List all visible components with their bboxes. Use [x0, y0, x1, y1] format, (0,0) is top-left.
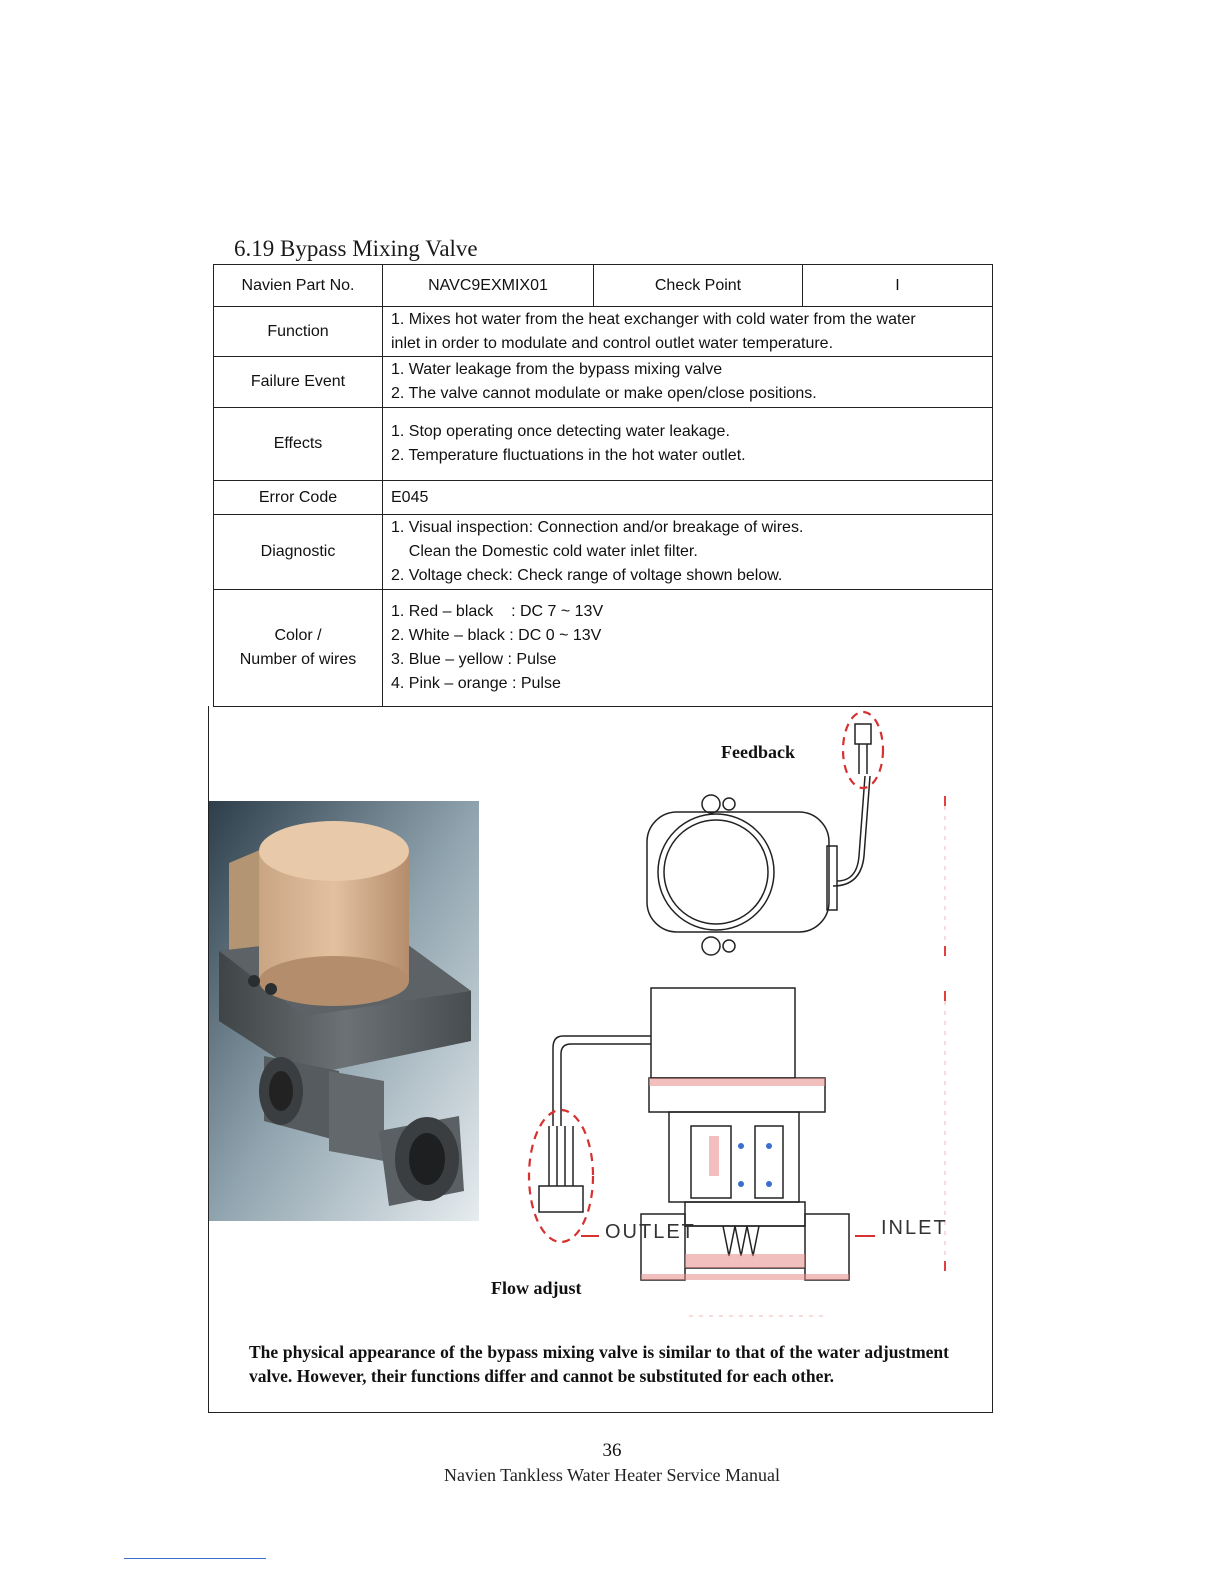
inlet-label: INLET — [881, 1217, 948, 1239]
section-title: 6.19 Bypass Mixing Valve — [234, 236, 478, 261]
table-row-function — [214, 307, 993, 357]
row-value-color-wires — [383, 590, 993, 707]
diagnostic-line-1: 1. Visual inspection: Connection and/or breakage of wires. — [391, 519, 804, 536]
row-value-failure-event — [383, 357, 993, 408]
row-label-color-wires — [214, 590, 383, 707]
row-label-error-code: Error Code — [214, 481, 383, 515]
part-no-label: Navien Part No. — [214, 265, 383, 307]
manual-title: Navien Tankless Water Heater Service Manual — [444, 1465, 780, 1485]
table-row-error-code — [214, 481, 993, 515]
wire-line-2: 2. White – black : DC 0 ~ 13V — [391, 627, 602, 644]
check-point-value: I — [803, 265, 993, 307]
diagnostic-line-3: 2. Voltage check: Check range of voltage shown below. — [391, 567, 783, 584]
figure-box — [208, 706, 993, 1413]
diagnostic-line-2: Clean the Domestic cold water inlet filter. — [391, 543, 698, 560]
outlet-label: OUTLET — [605, 1221, 696, 1243]
page-number: 36 — [602, 1440, 622, 1461]
row-label-effects: Effects — [214, 408, 383, 481]
footer-rule — [124, 1558, 266, 1559]
table-row-failure-event — [214, 357, 993, 408]
wire-line-1: 1. Red – black : DC 7 ~ 13V — [391, 603, 604, 620]
feedback-label: Feedback — [721, 742, 795, 762]
part-no-value: NAVC9EXMIX01 — [383, 265, 594, 307]
wire-line-3: 3. Blue – yellow : Pulse — [391, 651, 557, 668]
row-value-effects — [383, 408, 993, 481]
failure-line-2: 2. The valve cannot modulate or make open/close positions. — [391, 385, 817, 402]
flow-adjust-label: Flow adjust — [491, 1278, 582, 1298]
spec-table — [213, 264, 993, 707]
valve-photo — [209, 801, 479, 1221]
table-row-diagnostic — [214, 515, 993, 590]
figure-note: The physical appearance of the bypass mixing valve is similar to that of the water adjustment valve. However, their functions differ and cannot be substituted for each other. — [249, 1342, 949, 1386]
valve-drawing — [509, 706, 989, 1326]
table-row-color-wires — [214, 590, 993, 707]
wire-line-4: 4. Pink – orange : Pulse — [391, 675, 561, 692]
color-label-line-1: Color / — [274, 627, 322, 644]
row-value-function — [383, 307, 993, 357]
table-row-header — [214, 265, 993, 307]
effects-line-1: 1. Stop operating once detecting water leakage. — [391, 423, 730, 440]
table-row-effects — [214, 408, 993, 481]
failure-line-1: 1. Water leakage from the bypass mixing valve — [391, 361, 723, 378]
effects-line-2: 2. Temperature fluctuations in the hot water outlet. — [391, 447, 746, 464]
function-line-1: 1. Mixes hot water from the heat exchanger with cold water from the water — [391, 310, 916, 328]
row-value-error-code: E045 — [383, 481, 993, 515]
row-value-diagnostic — [383, 515, 993, 590]
row-label-function: Function — [214, 307, 383, 357]
color-label-line-2: Number of wires — [239, 651, 357, 668]
check-point-label: Check Point — [594, 265, 803, 307]
function-line-2: inlet in order to modulate and control outlet water temperature. — [391, 334, 834, 352]
row-label-failure-event: Failure Event — [214, 357, 383, 408]
row-label-diagnostic: Diagnostic — [214, 515, 383, 590]
